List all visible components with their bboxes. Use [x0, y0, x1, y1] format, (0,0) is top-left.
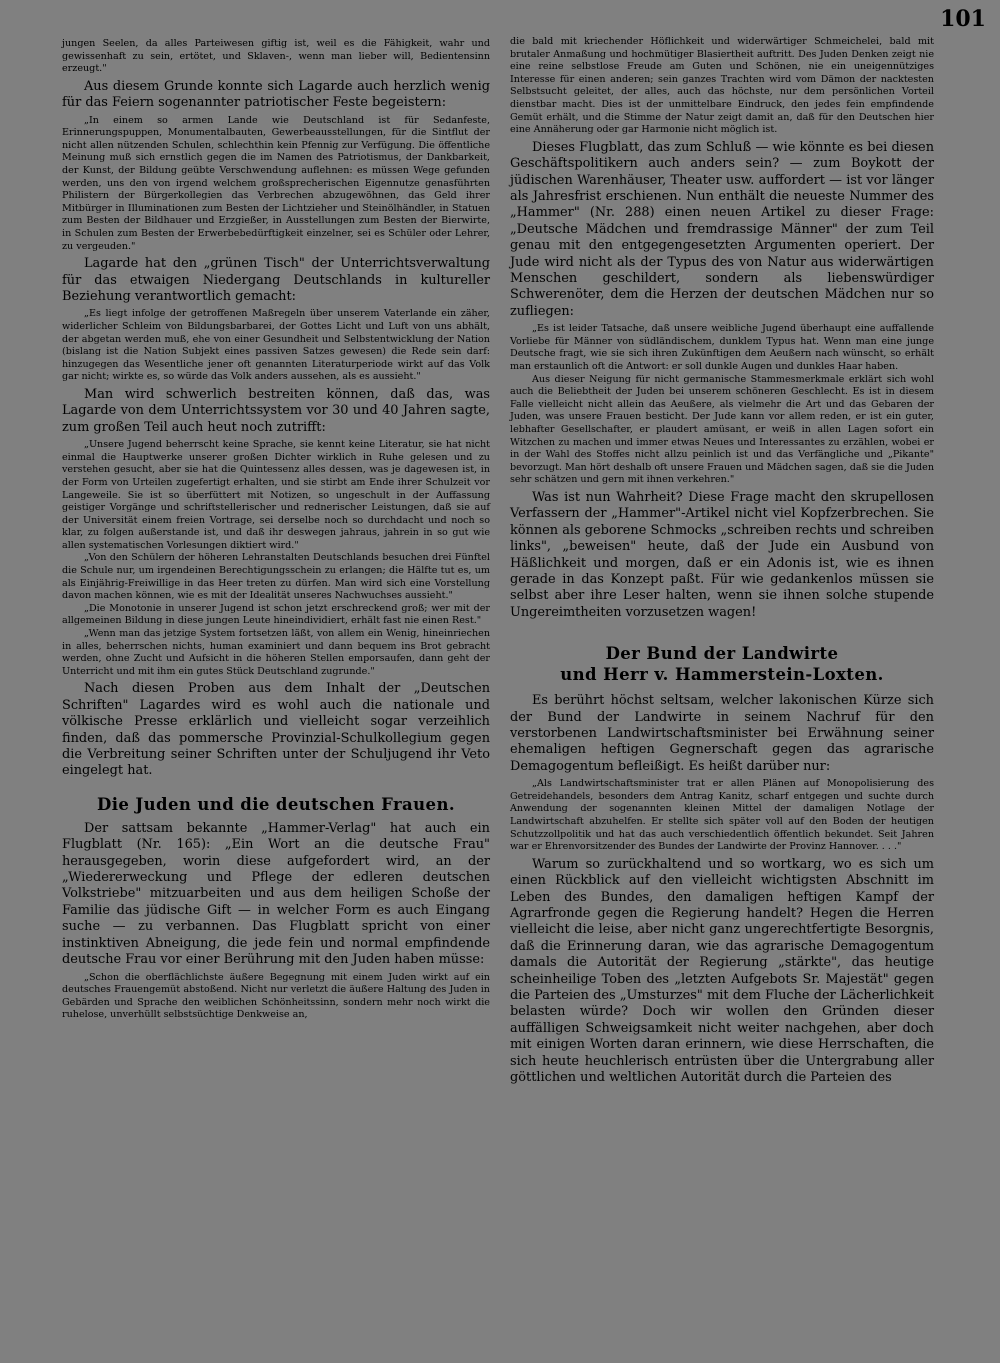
quotation: „Von den Schülern der höheren Lehranstalten Deutschlands besuchen drei Fünftel die Schule nur, um irgendeinen Berechtigungsschein zu erlangen; die Hälfte tut es, um als Einjährig-Freiwillige in das Heer treten zu dürfen. Man wird sich eine Vorstellung davon machen können, wie es mit der Idealität unseres Nachwuchses aussieht."	[62, 552, 490, 602]
paragraph: Lagarde hat den „grünen Tisch" der Unterrichtsverwaltung für das etwaigen Niedergang Deutschlands in kultureller Beziehung verantwortlich gemacht:	[62, 256, 490, 304]
quotation: „Unsere Jugend beherrscht keine Sprache, sie kennt keine Literatur, sie hat nicht einmal die Hauptwerke unserer großen Dichter wirklich in Ruhe gelesen und zu verstehen gesucht, aber sie hat die Quintessenz alles dessen, was je dagewesen ist, in der Form von Urteilen zugefertigt erhalten, und sie stirbt am Ende ihrer Schulzeit vor Langeweile. Sie ist so überfüttert mit Notizen, so ungeschult in der Auffassung geistiger Vorgänge und schriftstellerischer und rednerischer Leistungen, daß sie auf der Universität einem freien Vortrage, sei derselbe noch so durchdacht und noch so klar, zu folgen außerstande ist, und daß ihr deswegen jahraus, jahrein in so gut wie allen systematischen Vorlesungen diktiert wird."	[62, 439, 490, 551]
quotation: „Es ist leider Tatsache, daß unsere weibliche Jugend überhaupt eine auffallende Vorliebe für Männer von südländischem, dunklem Typus hat. Wenn man eine junge Deutsche fragt, wie sie sich ihren Zukünftigen dem Aeußern nach wünscht, so erhält man erstaunlich oft die Antwort: er soll dunkle Augen und dunkles Haar haben.	[510, 323, 934, 372]
quotation: „Die Monotonie in unserer Jugend ist schon jetzt erschreckend groß; wer mit der allgemeinen Bildung in diese jungen Leute hineindividiert, erhält fast nie einen Rest."	[62, 602, 490, 627]
quotation: „Schon die oberflächlichste äußere Begegnung mit einem Juden wirkt auf ein deutsches Frauengemüt abstoßend. Nicht nur verletzt die äußere Haltung des Juden in Gebärden und Sprache den weiblichen Schönheitssinn, sondern mehr noch wirkt die ruhelose, unverhüllt selbstsüchtige Denkweise an,	[62, 971, 490, 1021]
paragraph: Man wird schwerlich bestreiten können, daß das, was Lagarde von dem Unterrichtssystem vor 30 und 40 Jahren sagte, zum großen Teil auch heut noch zutrifft:	[62, 386, 490, 435]
article-heading	[510, 643, 934, 685]
paragraph: Was ist nun Wahrheit? Diese Frage macht den skrupellosen Verfassern der „Hammer"-Artikel nicht viel Kopfzerbrechen. Sie können als geborene Schmocks „schreiben rechts und schreiben links", „beweisen" heute, daß der Jude ein Ausbund von Häßlichkeit und morgen, daß er ein Adonis ist, wie es ihnen gerade in das Konzept paßt. Für wie gedankenlos müssen sie selbst aber ihre Leser halten, wenn sie ihnen solche stupende Ungereimtheiten vorzusetzen wagen!	[510, 489, 934, 620]
paragraph: Dieses Flugblatt, das zum Schluß — wie könnte es bei diesen Geschäftspolitikern auch anders sein? — zum Boykott der jüdischen Warenhäuser, Theater usw. auffordert — ist vor länger als Jahresfrist erschienen. Nun enthält die neueste Nummer des „Hammer" (Nr. 288) einen neuen Artikel zu dieser Frage: „Deutsche Mädchen und fremdrassige Männer" der zum Teil genau mit den entgegengesetzten Argumenten operiert. Der Jude wird nicht als der Typus des von Natur aus widerwärtigen Menschen geschildert, sondern als liebenswürdiger Schwerenöter, dem die Herzen der deutschen Mädchen nur so zufliegen:	[510, 139, 934, 319]
page-number: 101	[940, 6, 986, 32]
right-column	[510, 36, 934, 1086]
quotation: „Es liegt infolge der getroffenen Maßregeln über unserem Vaterlande ein zäher, widerlicher Schleim von Bildungsbarbarei, der Gottes Licht und Luft von uns abhält, der abgetan werden muß, ehe von einer Gesundheit und Selbstentwicklung der Nation (bislang ist die Nation Subjekt eines passiven Satzes gewesen) die Rede sein darf: hinzugegen das Wesentliche jener oft genannten Literaturperiode wirkt auf das Volk gar nicht; wirkte es, so würde das Volk anders aussehen, als es aussieht."	[62, 308, 490, 383]
quotation: „In einem so armen Lande wie Deutschland ist für Sedanfeste, Erinnerungspuppen, Monumentalbauten, Gewerbeausstellungen, für die Sintflut der nicht allen nützenden Schulen, schlechthin kein Pfennig zur Verfügung. Die öffentliche Meinung muß sich ernstlich gegen die im Namen des Patriotismus, der Dankbarkeit, der Kunst, der Bildung geübte Verschwendung auflehnen: es müssen Wege gefunden werden, uns den von irgend welchem großsprecherischen Eigennutze genasführten Philistern der Bürgerkollegien das Verbrechen abzugewöhnen, das Geld ihrer Mitbürger in Illuminationen zum Besten der Lichtzieher und Steinölhändler, in Statuen zum Besten der Bildhauer und Erzgießer, in Ausstellungen zum Besten der Bierwirte, in Schulen zum Besten der Erwerbebedürftigkeit einzelner, sei es Schüler oder Lehrer, zu vergeuden."	[62, 114, 490, 252]
left-column	[62, 38, 490, 1022]
quotation: die bald mit kriechender Höflichkeit und widerwärtiger Schmeichelei, bald mit brutaler Anmaßung und hochmütiger Blasiertheit auftritt. Des Juden Denken zeigt nie eine reine selbstlose Freude am Guten und Schönen, nie ein uneigennütziges Interesse für einen anderen; sein ganzes Trachten wird vom Dämon der nacktesten Selbstsucht geleitet, der alles, auch das höchste, nur dem persönlichen Vorteil dienstbar macht. Dies ist der unmittelbare Eindruck, den jedes fein empfindende Gemüt erhält, und die Stimme der Natur zeigt damit an, daß für den Deutschen hier eine Annäherung oder gar Harmonie nicht möglich ist.	[510, 36, 934, 136]
quotation: „Als Landwirtschaftsminister trat er allen Plänen auf Monopolisierung des Getreidehandels, besonders dem Antrag Kanitz, scharf entgegen und suchte durch Anwendung der sogenannten kleinen Mittel der damaligen Notlage der Landwirtschaft abzuhelfen. Er stellte sich später voll auf den Boden der heutigen Schutzzollpolitik und hat das auch verschiedentlich öffentlich bekundet. Seit Jahren war er Ehrenvorsitzender des Bundes der Landwirte der Provinz Hannover. . . ."	[510, 778, 934, 853]
paragraph: Aus diesem Grunde konnte sich Lagarde auch herzlich wenig für das Feiern sogenannter patriotischer Feste begeistern:	[62, 78, 490, 111]
heading-line: Der Bund der Landwirte	[605, 644, 839, 664]
paragraph: Der sattsam bekannte „Hammer-Verlag" hat auch ein Flugblatt (Nr. 165): „Ein Wort an die deutsche Frau" herausgegeben, worin diese aufgefordert wird, an der „Wiedererweckung und Pflege der edleren deutschen Volkstriebe" mitzuarbeiten und aus dem heiligen Schoße der Familie das jüdische Gift — in welcher Form es auch Eingang suche — zu verbannen. Das Flugblatt spricht von einer instinktiven Abneigung, die jede fein und normal empfindende deutsche Frau vor einer Berührung mit den Juden haben müsse:	[62, 820, 490, 968]
article-heading: Die Juden und die deutschen Frauen.	[97, 794, 455, 814]
quotation: Aus dieser Neigung für nicht germanische Stammesmerkmale erklärt sich wohl auch die Beliebtheit der Juden bei unserem schöneren Geschlecht. Es ist in diesem Falle vielleicht nicht allein das Aeußere, als vielmehr die Art und das Gebaren der Juden, was unsere Frauen besticht. Der Jude kann vor allem reden, er ist ein guter, lebhafter Gesellschafter, er plaudert amüsant, er weiß in allen Lagen sofort ein Witzchen zu machen und immer etwas Neues und Interessantes zu erzählen, wobei er in der Wahl des Stoffes nicht allzu peinlich ist und das Verfängliche und „Pikante" bevorzugt. Man hört deshalb oft unsere Frauen und Mädchen sagen, daß sie die Juden sehr schätzen und gern mit ihnen verkehren."	[510, 373, 934, 486]
paragraph: Nach diesen Proben aus dem Inhalt der „Deutschen Schriften" Lagardes wird es wohl auch die nationale und völkische Presse erklärlich und vielleicht sogar verzeihlich finden, daß das pommersche Provinzial-Schulkollegium gegen die Verbreitung seiner Schriften unter der Schuljugend ihr Veto eingelegt hat.	[62, 681, 490, 779]
paragraph: jungen Seelen, da alles Parteiwesen giftig ist, weil es die Fähigkeit, wahr und gewissenhaft zu sein, ertötet, und Sklaven-, wenn man lieber will, Bedientensinn erzeugt."	[62, 38, 490, 75]
paragraph: Warum so zurückhaltend und so wortkarg, wo es sich um einen Rückblick auf den vielleicht wichtigsten Abschnitt im Leben des Bundes, den damaligen heftigen Kampf der Agrarfronde gegen die Regierung handelt? Hegen die Herren vielleicht die leise, aber nicht ganz ungerechtfertigte Besorgnis, daß die Erinnerung daran, wie das agrarische Demagogentum damals die Autorität der Regierung „stärkte", das heutige scheinheilige Toben des „letzten Aufgebots Sr. Majestät" gegen die Parteien des „Umsturzes" mit dem Fluche der Lächerlichkeit belasten würde? Doch wir wollen den Gründen dieser auffälligen Schweigsamkeit nicht weiter nachgehen, aber doch mit einigen Worten daran erinnern, wie diese Herrschaften, die sich heute heuchlerisch entrüsten über die Untergrabung aller göttlichen und weltlichen Autorität durch die Parteien des	[510, 856, 934, 1086]
heading-line: und Herr v. Hammerstein-Loxten.	[560, 665, 884, 685]
quotation: „Wenn man das jetzige System fortsetzen läßt, von allem ein Wenig, hineinriechen in alles, beherrschen nichts, human examiniert und dann bequem ins Brot gebracht werden, ohne Zucht und Aufsicht in die höheren Stellen emporsaufen, dann geht der Unterricht und mit ihm ein gutes Stück Deutschland zugrunde."	[62, 628, 490, 677]
paragraph: Es berührt höchst seltsam, welcher lakonischen Kürze sich der Bund der Landwirte in seinem Nachruf für den verstorbenen Landwirtschaftsminister bei Erwähnung seiner ehemaligen heftigen Gegnerschaft gegen das agrarische Demagogentum befleißigt. Es heißt darüber nur:	[510, 693, 934, 774]
